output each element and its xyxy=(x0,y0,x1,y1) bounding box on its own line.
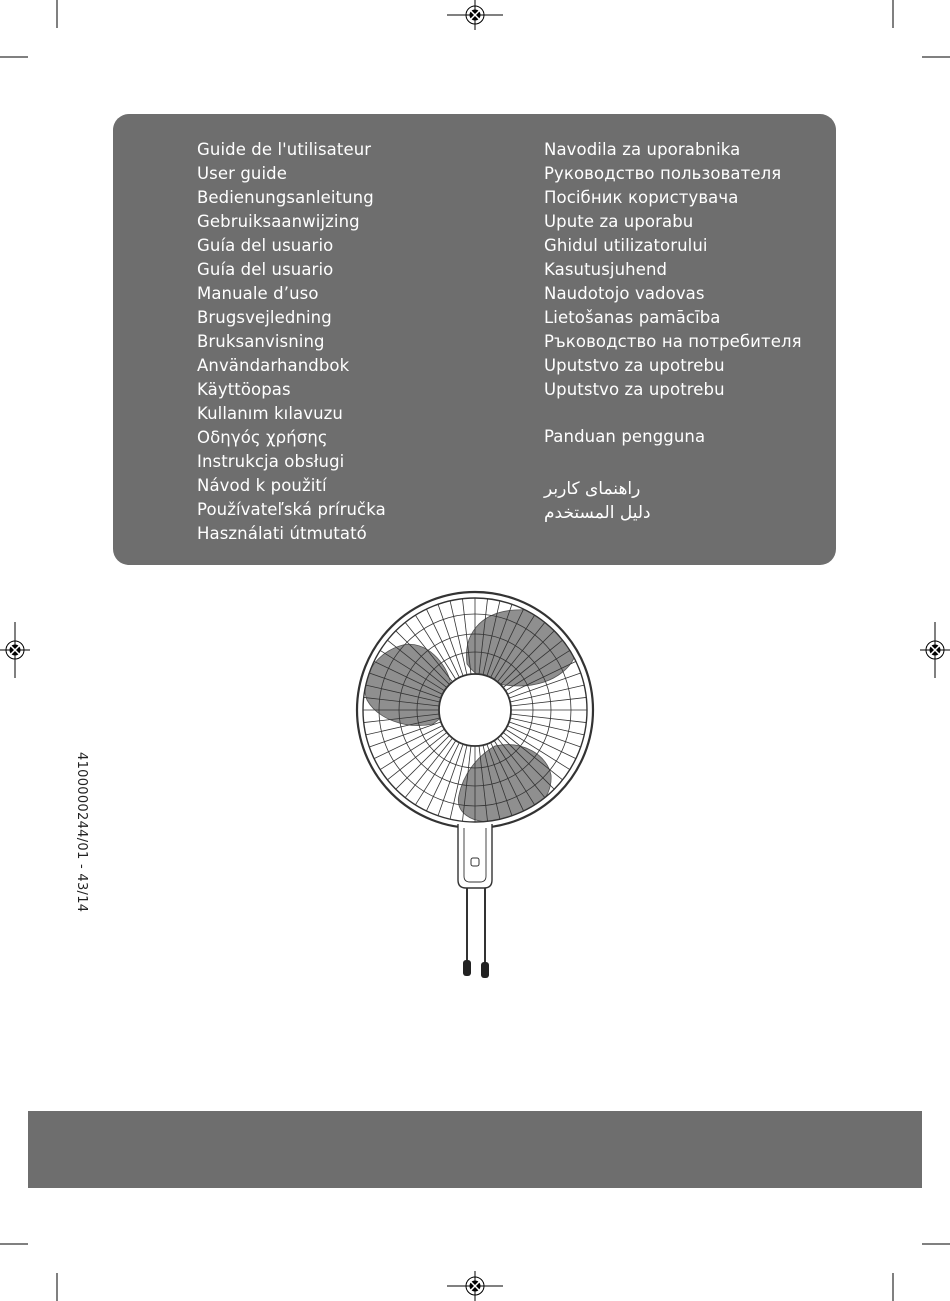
language-item: Návod k použití xyxy=(197,476,327,495)
product-code: 4100000244/01 - 43/14 xyxy=(74,752,89,913)
language-list-right xyxy=(544,138,802,525)
language-item-malay: Panduan pengguna xyxy=(544,427,706,446)
language-item: Uputstvo za upotrebu xyxy=(544,380,725,399)
fan-hub xyxy=(439,674,511,746)
language-item: Bruksanvisning xyxy=(197,332,325,351)
language-item: Brugsvejledning xyxy=(197,308,332,327)
language-item: Naudotojo vadovas xyxy=(544,284,705,303)
language-item: User guide xyxy=(197,164,287,183)
grille-spoke xyxy=(396,735,450,789)
language-item: Посібник користувача xyxy=(544,188,739,207)
language-item: Instrukcja obsługi xyxy=(197,452,345,471)
language-item-arabic: دليل المستخدم xyxy=(544,503,651,523)
registration-mark-top xyxy=(447,0,503,30)
language-item: Användarhandbok xyxy=(197,356,350,375)
language-item: Käyttöopas xyxy=(197,380,291,399)
grille-spoke xyxy=(415,740,455,804)
registration-mark-left xyxy=(0,622,30,678)
pull-cord-handle xyxy=(463,960,471,976)
language-list-left xyxy=(197,138,386,546)
language-item: Manuale d’uso xyxy=(197,284,319,303)
language-item-persian: راهنمای کاربر xyxy=(544,479,641,499)
language-item: Uputstvo za upotrebu xyxy=(544,356,725,375)
language-item: Guide de l'utilisateur xyxy=(197,140,372,159)
language-item: Ghidul utilizatorului xyxy=(544,236,708,255)
grille-spoke xyxy=(511,714,587,723)
language-item: Kullanım kılavuzu xyxy=(197,404,343,423)
language-item: Használati útmutató xyxy=(197,524,367,543)
registration-mark-bottom xyxy=(447,1271,503,1301)
language-panel xyxy=(113,114,836,565)
language-item: Používateľská príručka xyxy=(197,500,386,519)
fan-pull-cords xyxy=(467,888,485,962)
footer-bar xyxy=(28,1111,922,1188)
language-item: Kasutusjuhend xyxy=(544,260,668,279)
language-item: Руководство пользователя xyxy=(544,164,782,183)
fan-control-housing xyxy=(458,824,492,888)
language-item: Gebruiksaanwijzing xyxy=(197,212,360,231)
language-item: Bedienungsanleitung xyxy=(197,188,374,207)
language-item: Guía del usuario xyxy=(197,236,334,255)
wall-fan-illustration xyxy=(355,590,595,985)
grille-spoke xyxy=(380,729,444,769)
pull-cord-handle xyxy=(481,962,489,978)
registration-mark-right xyxy=(920,622,950,678)
grille-spoke xyxy=(511,697,587,706)
language-item: Lietošanas pamācība xyxy=(544,308,721,327)
language-item: Upute za uporabu xyxy=(544,212,694,231)
language-item: Ръководство на потребителя xyxy=(544,332,802,351)
language-item: Οδηγός χρήσης xyxy=(197,428,328,447)
language-item: Navodila za uporabnika xyxy=(544,140,741,159)
language-item: Guía del usuario xyxy=(197,260,334,279)
